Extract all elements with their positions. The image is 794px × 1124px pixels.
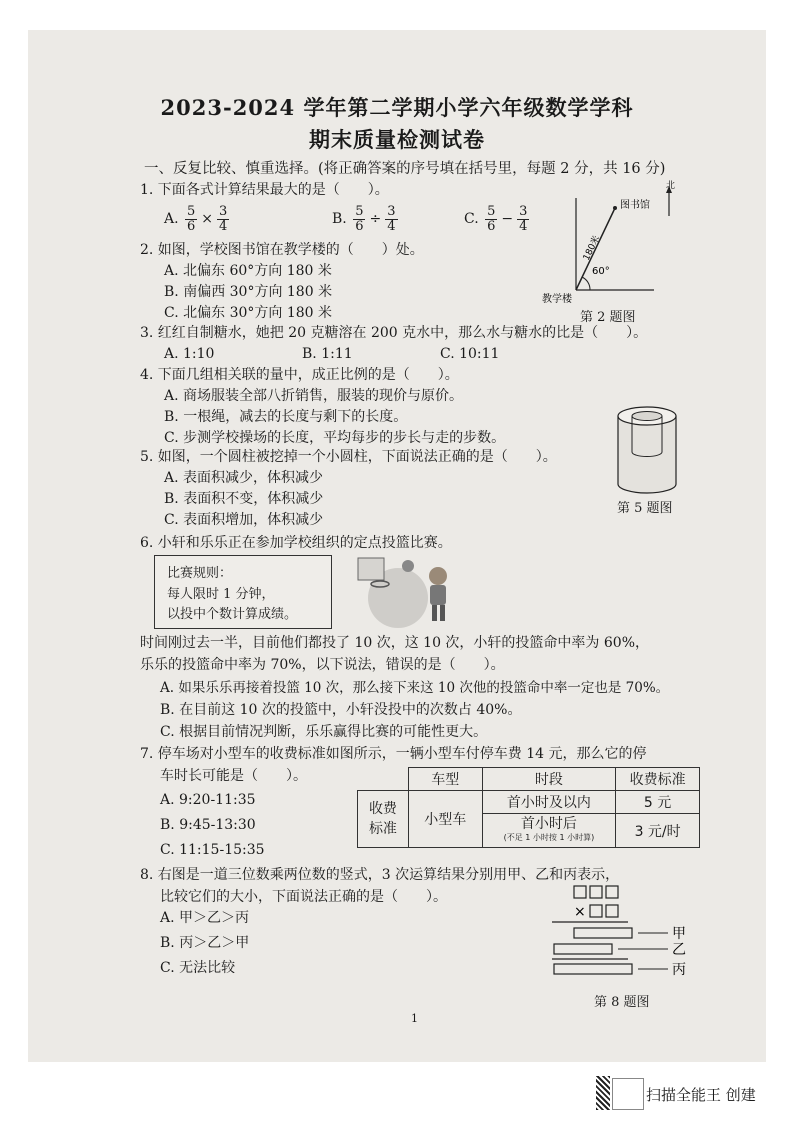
q3-stem: 3. 红红自制糖水，她把 20 克糖溶在 200 克水中，那么水与糖水的比是（ ）。 — [140, 325, 648, 341]
q1-option-a — [164, 202, 231, 236]
page-number: 1 — [411, 1012, 418, 1025]
q1-option-c — [464, 202, 531, 236]
label-bing: 丙 — [672, 962, 686, 978]
denominator: 4 — [219, 218, 228, 234]
q4-option-a: A. 商场服装全部八折销售，服装的现价与原价。 — [164, 388, 464, 404]
fraction — [185, 205, 197, 234]
q7-option-b: B. 9:45-13:30 — [160, 817, 256, 833]
fraction — [517, 205, 529, 234]
header-period: 时段 — [482, 768, 616, 791]
ball-icon — [402, 560, 414, 572]
numerator: 3 — [519, 203, 528, 219]
parking-fee-table — [357, 767, 700, 848]
q5-option-b: B. 表面积不变，体积减少 — [164, 491, 324, 507]
fraction — [485, 205, 497, 234]
q7-option-c: C. 11:15-15:35 — [160, 842, 265, 858]
q6-stem: 6. 小轩和乐乐正在参加学校组织的定点投篮比赛。 — [140, 535, 452, 551]
q3-option-b: B. 1:11 — [302, 346, 353, 362]
q6-option-a: A. 如果乐乐再接着投篮 10 次，那么接下来这 10 次他的投篮命中率一定也是 70%。 — [160, 680, 670, 696]
numerator: 5 — [487, 203, 496, 219]
basketball-illustration — [356, 554, 466, 628]
car-type-cell: 小型车 — [408, 791, 482, 848]
operator: × — [201, 211, 214, 227]
building-label: 教学楼 — [542, 294, 572, 305]
rules-line-1: 每人限时 1 分钟， — [167, 587, 275, 602]
q1-b-label: B. — [332, 211, 347, 227]
numerator: 3 — [219, 203, 228, 219]
q7-stem-2: 车时长可能是（ ）。 — [160, 768, 307, 784]
player-head — [429, 567, 447, 585]
table-corner-cell — [358, 768, 409, 791]
q8-stem-1: 8. 右图是一道三位数乘两位数的竖式，3 次运算结果分别用甲、乙和丙表示， — [140, 867, 620, 883]
q5-cylinder-diagram — [612, 404, 682, 496]
row-label-cell — [358, 791, 409, 848]
q7-stem-1: 7. 停车场对小型车的收费标准如图所示，一辆小型车付停车费 14 元，那么它的停 — [140, 746, 647, 762]
q3-option-a: A. 1:10 — [164, 346, 215, 362]
fraction — [353, 205, 365, 234]
library-label: 图书馆 — [620, 200, 650, 211]
label-jia: 甲 — [672, 926, 686, 942]
scanner-logo-icon — [612, 1078, 644, 1110]
q8-figure-caption: 第 8 题图 — [594, 995, 650, 1010]
library-point — [613, 206, 617, 210]
q6-option-c: C. 根据目前情况判断，乐乐赢得比赛的可能性更大。 — [160, 724, 488, 740]
q7-option-a: A. 9:20-11:35 — [160, 792, 256, 808]
angle-label: 60° — [592, 266, 610, 277]
q4-option-c: C. 步测学校操场的长度，平均每步的步长与走的步数。 — [164, 430, 506, 446]
numerator: 5 — [355, 203, 364, 219]
digit-box — [590, 886, 602, 898]
digit-box — [574, 886, 586, 898]
fee-2-cell: 3 元/时 — [616, 814, 700, 848]
player-leg-left — [432, 605, 437, 621]
table-header-row — [358, 768, 700, 791]
q6-rules-box — [154, 555, 332, 629]
section-heading: 一、反复比较、慎重选择。(将正确答案的序号填在括号里，每题 2 分，共 16 分) — [144, 161, 666, 177]
period-2-text: 首小时后 — [520, 815, 577, 832]
label-yi: 乙 — [672, 942, 686, 958]
q4-option-b: B. 一根绳，减去的长度与剩下的长度。 — [164, 409, 408, 425]
numerator: 5 — [187, 203, 196, 219]
player-leg-right — [440, 605, 445, 621]
q5-figure-caption: 第 5 题图 — [617, 501, 673, 516]
q8-option-c: C. 无法比较 — [160, 960, 236, 976]
q1-c-label: C. — [464, 211, 479, 227]
q2-direction-diagram — [536, 180, 696, 320]
row-label-2: 标准 — [368, 821, 397, 837]
fraction — [385, 205, 397, 234]
denominator: 4 — [387, 218, 396, 234]
q2-option-b: B. 南偏西 30°方向 180 米 — [164, 284, 333, 300]
period-1-cell: 首小时及以内 — [482, 791, 616, 814]
numerator: 3 — [387, 203, 396, 219]
table-row — [358, 791, 700, 814]
fraction — [217, 205, 229, 234]
denominator: 6 — [355, 218, 364, 234]
q6-option-b: B. 在目前这 10 次的投篮中，小轩没投中的次数占 40%。 — [160, 702, 522, 718]
q5-option-a: A. 表面积减少，体积减少 — [164, 470, 324, 486]
q1-a-label: A. — [164, 211, 179, 227]
fee-1-cell: 5 元 — [616, 791, 700, 814]
exam-title-line2: 期末质量检测试卷 — [309, 127, 485, 152]
q1-stem: 1. 下面各式计算结果最大的是（ ）。 — [140, 182, 389, 198]
q8-option-b: B. 丙＞乙＞甲 — [160, 935, 250, 951]
q2-stem: 2. 如图，学校图书馆在教学楼的（ ）处。 — [140, 242, 424, 258]
denominator: 6 — [187, 218, 196, 234]
denominator: 4 — [519, 218, 528, 234]
q8-multiplication-diagram — [548, 882, 698, 986]
north-label: 北 — [666, 181, 676, 191]
watermark-text: 扫描全能王 创建 — [646, 1086, 756, 1104]
q5-option-c: C. 表面积增加，体积减少 — [164, 512, 324, 528]
operator: − — [501, 211, 514, 227]
q8-stem-2: 比较它们的大小，下面说法正确的是（ ）。 — [160, 889, 447, 905]
digit-box — [606, 886, 618, 898]
header-car-type: 车型 — [408, 768, 482, 791]
header-fee: 收费标准 — [616, 768, 700, 791]
distance-label: 180米 — [581, 234, 603, 263]
q6-body-1: 时间刚过去一半，目前他们都投了 10 次，这 10 次，小轩的投篮命中率为 60%， — [140, 635, 649, 651]
digit-box — [590, 905, 602, 917]
row-label-1: 收费 — [368, 801, 397, 817]
rules-line-2: 以投中个数计算成绩。 — [167, 607, 298, 622]
backboard — [358, 558, 384, 580]
q6-body-2: 乐乐的投篮命中率为 70%，以下说法，错误的是（ ）。 — [140, 657, 505, 673]
result-yi-bar — [554, 944, 612, 954]
q2-option-a: A. 北偏东 60°方向 180 米 — [164, 263, 332, 279]
q1-option-b — [332, 202, 400, 236]
q8-option-a: A. 甲＞乙＞丙 — [160, 910, 250, 926]
qr-code-icon — [596, 1076, 610, 1110]
rules-title: 比赛规则： — [167, 566, 233, 581]
scanner-watermark — [596, 1076, 776, 1112]
times-sign: × — [574, 904, 586, 920]
inner-hole-top — [632, 412, 662, 421]
operator: ÷ — [369, 211, 382, 227]
player-body — [430, 585, 446, 605]
result-bing-bar — [554, 964, 632, 974]
exam-title-line1: 2023-2024 学年第二学期小学六年级数学学科 — [160, 95, 634, 120]
outer-cylinder — [618, 416, 676, 493]
period-2-cell — [482, 814, 616, 848]
q3-option-c: C. 10:11 — [440, 346, 500, 362]
result-jia-bar — [574, 928, 632, 938]
q4-stem: 4. 下面几组相关联的量中，成正比例的是（ ）。 — [140, 367, 459, 383]
period-2-note: (不足 1 小时按 1 小时算) — [503, 832, 595, 842]
digit-box — [606, 905, 618, 917]
q2-option-c: C. 北偏东 30°方向 180 米 — [164, 305, 332, 321]
q2-figure-caption: 第 2 题图 — [580, 310, 636, 325]
denominator: 6 — [487, 218, 496, 234]
angle-arc — [582, 277, 590, 290]
q5-stem: 5. 如图，一个圆柱被挖掉一个小圆柱，下面说法正确的是（ ）。 — [140, 449, 557, 465]
